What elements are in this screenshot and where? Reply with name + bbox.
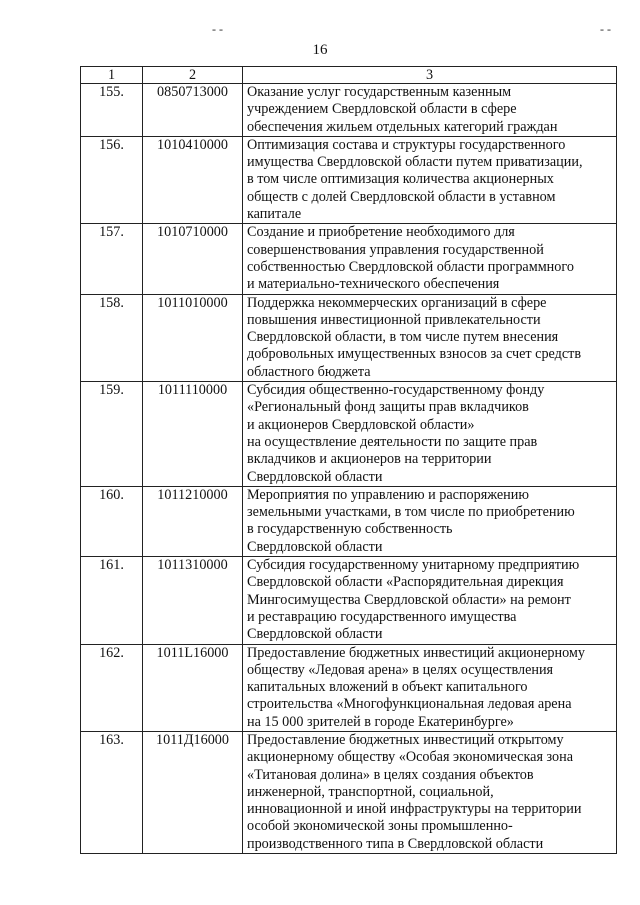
row-number: 161. xyxy=(81,557,143,644)
row-number: 159. xyxy=(81,382,143,487)
description-line: производственного типа в Свердловской области xyxy=(247,835,544,852)
description-line: Свердловской области «Распорядительная дирекция xyxy=(247,574,564,591)
table-row xyxy=(81,644,617,731)
row-number: 163. xyxy=(81,731,143,853)
description-line: Мингосимущества Свердловской области» на ремонт xyxy=(247,591,571,608)
description-line: инновационной и иной инфраструктуры на территории xyxy=(247,801,582,818)
description-line: капитале xyxy=(247,206,302,223)
row-number: 156. xyxy=(81,136,143,223)
scan-mark-right: - - xyxy=(600,22,611,36)
description-line: совершенствования управления государственной xyxy=(247,241,544,258)
table-row xyxy=(81,84,617,137)
row-number: 158. xyxy=(81,294,143,381)
description-line: Мероприятия по управлению и распоряжению xyxy=(247,486,529,503)
description-line: и акционеров Свердловской области» xyxy=(247,416,475,433)
row-description xyxy=(243,224,617,294)
description-line: имущества Свердловской области путем приватизации, xyxy=(247,154,583,171)
description-line: Предоставление бюджетных инвестиций акционерному xyxy=(247,644,585,661)
description-line: капитальных вложений в объект капитального xyxy=(247,679,528,696)
description-line: обеспечения жильем отдельных категорий граждан xyxy=(247,118,558,135)
description-line: земельными участками, в том числе по приобретению xyxy=(247,504,575,521)
row-description xyxy=(243,136,617,223)
description-line: особой экономической зоны промышленно- xyxy=(247,818,513,835)
row-description xyxy=(243,557,617,644)
description-line: и материально-технического обеспечения xyxy=(247,276,500,293)
budget-code: 1011310000 xyxy=(143,557,243,644)
description-line: Субсидия общественно-государственному фонду xyxy=(247,382,545,399)
table-row xyxy=(81,224,617,294)
budget-code: 1010710000 xyxy=(143,224,243,294)
table-header-row xyxy=(81,67,617,84)
description-line: Свердловской области xyxy=(247,626,383,643)
description-line: обществу «Ледовая арена» в целях осуществления xyxy=(247,661,554,678)
scan-mark-left: - - xyxy=(212,22,223,36)
description-line: «Региональный фонд защиты прав вкладчиков xyxy=(247,399,529,416)
description-line: инженерной, транспортной, социальной, xyxy=(247,783,494,800)
description-line: на 15 000 зрителей в городе Екатеринбурге» xyxy=(247,713,514,730)
column-header-number: 1 xyxy=(81,67,143,84)
row-number: 162. xyxy=(81,644,143,731)
table-row xyxy=(81,294,617,381)
table-row xyxy=(81,136,617,223)
page-number: 16 xyxy=(312,42,328,58)
description-line: Свердловской области xyxy=(247,538,383,555)
column-header-code: 2 xyxy=(143,67,243,84)
description-line: Предоставление бюджетных инвестиций открытому xyxy=(247,731,564,748)
description-line: повышения инвестиционной привлекательности xyxy=(247,311,541,328)
description-line: Поддержка некоммерческих организаций в сфере xyxy=(247,294,547,311)
description-line: обществ с долей Свердловской области в уставном xyxy=(247,188,556,205)
description-line: областного бюджета xyxy=(247,363,371,380)
budget-code: 1010410000 xyxy=(143,136,243,223)
table-row xyxy=(81,486,617,556)
table-row xyxy=(81,382,617,487)
description-line: акционерному обществу «Особая экономическая зона xyxy=(247,749,574,766)
table-body xyxy=(81,84,617,854)
column-header-description: 3 xyxy=(243,67,617,84)
budget-code: 1011010000 xyxy=(143,294,243,381)
budget-codes-table xyxy=(80,66,617,854)
description-line: строительства «Многофункциональная ледовая арена xyxy=(247,696,572,713)
budget-code: 1011Д16000 xyxy=(143,731,243,853)
description-line: учреждением Свердловской области в сфере xyxy=(247,101,517,118)
description-line: в том числе оптимизация количества акционерных xyxy=(247,171,554,188)
description-line: добровольных имущественных взносов за счет средств xyxy=(247,346,582,363)
description-line: Оптимизация состава и структуры государственного xyxy=(247,136,566,153)
budget-code: 1011210000 xyxy=(143,486,243,556)
description-line: и реставрацию государственного имущества xyxy=(247,608,517,625)
description-line: Свердловской области xyxy=(247,468,383,485)
row-description xyxy=(243,731,617,853)
row-number: 157. xyxy=(81,224,143,294)
description-line: на осуществление деятельности по защите прав xyxy=(247,433,538,450)
row-description xyxy=(243,644,617,731)
row-number: 155. xyxy=(81,84,143,137)
row-description xyxy=(243,294,617,381)
row-description xyxy=(243,486,617,556)
row-description xyxy=(243,84,617,137)
description-line: Создание и приобретение необходимого для xyxy=(247,224,515,241)
description-line: Субсидия государственному унитарному предприятию xyxy=(247,557,580,574)
description-line: вкладчиков и акционеров на территории xyxy=(247,451,492,468)
description-line: собственностью Свердловской области программного xyxy=(247,258,574,275)
description-line: Свердловской области, в том числе путем внесения xyxy=(247,329,559,346)
description-line: Оказание услуг государственным казенным xyxy=(247,84,512,100)
budget-code: 1011L16000 xyxy=(143,644,243,731)
budget-code: 0850713000 xyxy=(143,84,243,137)
table-row xyxy=(81,731,617,853)
description-line: «Титановая долина» в целях создания объектов xyxy=(247,766,534,783)
description-line: в государственную собственность xyxy=(247,521,453,538)
row-number: 160. xyxy=(81,486,143,556)
row-description xyxy=(243,382,617,487)
budget-code: 1011110000 xyxy=(143,382,243,487)
table-row xyxy=(81,557,617,644)
